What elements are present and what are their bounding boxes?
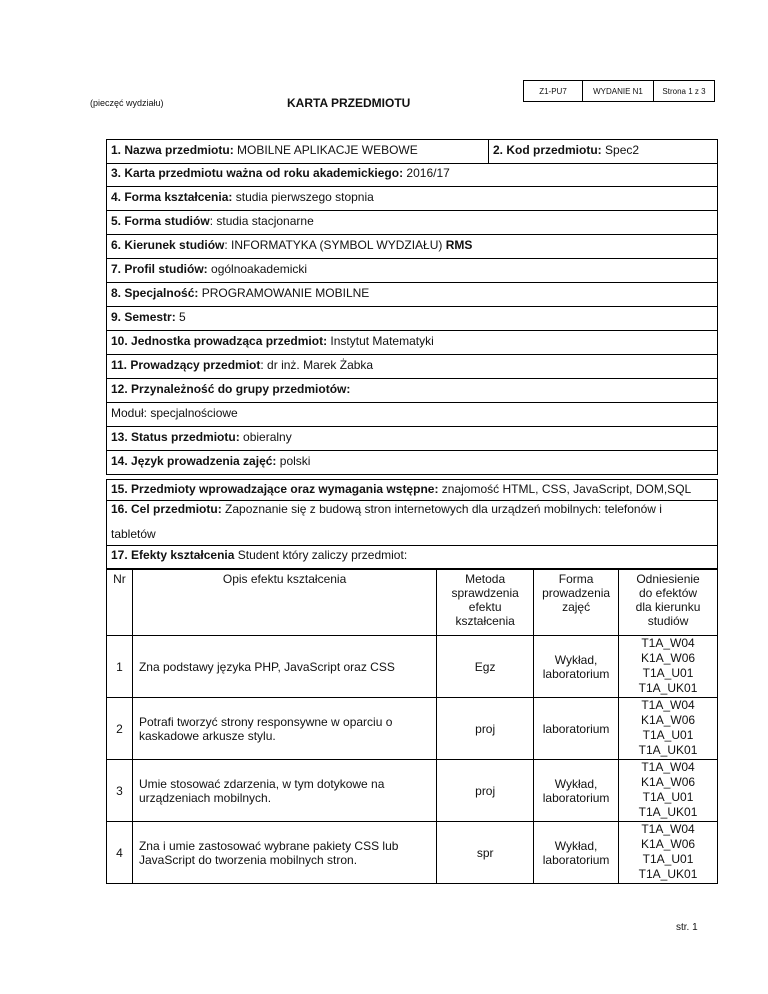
field-value: znajomość HTML, CSS, JavaScript, DOM,SQL bbox=[441, 482, 692, 496]
reference-code: K1A_W06 bbox=[641, 651, 696, 665]
course-name-field bbox=[106, 139, 489, 164]
specialization-field bbox=[106, 283, 718, 307]
study-form-field bbox=[106, 211, 718, 235]
field-label: 12. Przynależność do grupy przedmiotów: bbox=[111, 382, 351, 396]
row-form bbox=[534, 760, 619, 822]
page-of-pages: Strona 1 z 3 bbox=[654, 81, 715, 102]
reference-code: T1A_U01 bbox=[642, 666, 694, 680]
col-header-method bbox=[437, 570, 534, 636]
row-description bbox=[132, 636, 436, 698]
table-row bbox=[107, 636, 718, 698]
header-line: do efektów bbox=[639, 586, 698, 600]
row-reference bbox=[619, 760, 718, 822]
reference-code: T1A_W04 bbox=[641, 760, 695, 774]
field-value: MOBILNE APLIKACJE WEBOWE bbox=[237, 143, 418, 157]
row-form bbox=[534, 636, 619, 698]
field-label: 5. Forma studiów bbox=[111, 214, 210, 228]
field-of-study-field bbox=[106, 235, 718, 259]
header-line: Forma bbox=[558, 572, 594, 586]
row-description bbox=[132, 698, 436, 760]
row-method: proj bbox=[437, 698, 534, 760]
row-method: proj bbox=[437, 760, 534, 822]
field-value: : studia stacjonarne bbox=[209, 214, 314, 228]
field-value: : dr inż. Marek Żabka bbox=[260, 358, 374, 372]
row-reference bbox=[619, 698, 718, 760]
row-form bbox=[534, 822, 619, 884]
reference-code: T1A_UK01 bbox=[638, 805, 698, 819]
table-row bbox=[107, 760, 718, 822]
learning-outcomes-table bbox=[106, 569, 718, 884]
header-line: studiów bbox=[647, 614, 689, 628]
form-line: Wykład, bbox=[554, 776, 598, 791]
reference-code: K1A_W06 bbox=[641, 837, 696, 851]
header-line: sprawdzenia bbox=[451, 586, 519, 600]
row-method: spr bbox=[437, 822, 534, 884]
header-line: efektu bbox=[468, 600, 502, 614]
form-line: Wykład, bbox=[554, 838, 598, 853]
col-header-form bbox=[534, 570, 619, 636]
row-method: Egz bbox=[437, 636, 534, 698]
field-label: 13. Status przedmiotu: bbox=[111, 430, 240, 444]
table-header-row bbox=[107, 570, 718, 636]
lecturer-field bbox=[106, 355, 718, 379]
description-line: Potrafi tworzyć strony responsywne w oparciu o bbox=[138, 714, 393, 729]
field-value: PROGRAMOWANIE MOBILNE bbox=[201, 286, 370, 300]
header-line: Odniesienie bbox=[636, 572, 700, 586]
col-header-description: Opis efektu kształcenia bbox=[132, 570, 436, 636]
education-form-field bbox=[106, 187, 718, 211]
description-line: urządzeniach mobilnych. bbox=[138, 790, 272, 805]
description-line: Zna podstawy języka PHP, JavaScript oraz CSS bbox=[138, 659, 395, 674]
field-label: 4. Forma kształcenia: bbox=[111, 190, 233, 204]
reference-code: T1A_W04 bbox=[641, 822, 695, 836]
field-label: 7. Profil studiów: bbox=[111, 262, 208, 276]
col-header-reference bbox=[619, 570, 718, 636]
form-line: laboratorium bbox=[542, 721, 610, 736]
reference-code: K1A_W06 bbox=[641, 713, 696, 727]
page-title: KARTA PRZEDMIOTU bbox=[287, 96, 411, 110]
prerequisites-field bbox=[106, 479, 718, 501]
form-line: laboratorium bbox=[542, 790, 610, 805]
header-line: prowadzenia bbox=[542, 586, 611, 600]
row-nr: 4 bbox=[107, 822, 133, 884]
field-label: 3. Karta przedmiotu ważna od roku akademickiego: bbox=[111, 166, 404, 180]
field-label: 1. Nazwa przedmiotu: bbox=[111, 143, 234, 157]
description-line: JavaScript do tworzenia mobilnych stron. bbox=[138, 852, 358, 867]
reference-code: K1A_W06 bbox=[641, 775, 696, 789]
faculty-symbol: RMS bbox=[445, 238, 473, 252]
row-description bbox=[132, 760, 436, 822]
table-row bbox=[107, 698, 718, 760]
reference-code: T1A_U01 bbox=[642, 852, 694, 866]
course-group-field-value bbox=[106, 403, 718, 427]
field-label: 17. Efekty kształcenia bbox=[111, 548, 235, 562]
reference-code: T1A_UK01 bbox=[638, 867, 698, 881]
semester-field bbox=[106, 307, 718, 331]
row-nr: 1 bbox=[107, 636, 133, 698]
col-header-nr: Nr bbox=[107, 570, 133, 636]
faculty-stamp-label: (pieczęć wydziału) bbox=[90, 98, 164, 108]
header-line: zajęć bbox=[562, 600, 591, 614]
header-line: Metoda bbox=[465, 572, 506, 586]
field-label: 9. Semestr: bbox=[111, 310, 176, 324]
field-value: 2016/17 bbox=[406, 166, 450, 180]
field-value: Moduł: specjalnościowe bbox=[111, 406, 238, 420]
field-label: 2. Kod przedmiotu: bbox=[493, 143, 602, 157]
teaching-unit-field bbox=[106, 331, 718, 355]
reference-code: T1A_UK01 bbox=[638, 681, 698, 695]
page-number: str. 1 bbox=[676, 922, 698, 933]
field-value: : INFORMATYKA (SYMBOL WYDZIAŁU) bbox=[224, 238, 443, 252]
field-value: studia pierwszego stopnia bbox=[235, 190, 374, 204]
field-label: 8. Specjalność: bbox=[111, 286, 199, 300]
field-value: ogólnoakademicki bbox=[211, 262, 308, 276]
field-value: Spec2 bbox=[605, 143, 640, 157]
course-goal-field bbox=[106, 500, 718, 546]
field-value-continued: tabletów bbox=[111, 527, 156, 541]
reference-code: T1A_UK01 bbox=[638, 743, 698, 757]
reference-code: T1A_U01 bbox=[642, 728, 694, 742]
form-line: laboratorium bbox=[542, 852, 610, 867]
header-line: kształcenia bbox=[455, 614, 515, 628]
course-code-field bbox=[488, 139, 718, 164]
form-line: laboratorium bbox=[542, 666, 610, 681]
header-line: dla kierunku bbox=[635, 600, 701, 614]
learning-outcomes-field bbox=[106, 545, 718, 569]
table-row bbox=[107, 822, 718, 884]
row-description bbox=[132, 822, 436, 884]
field-value: Student który zaliczy przedmiot: bbox=[237, 548, 408, 562]
valid-from-field bbox=[106, 163, 718, 187]
reference-code: T1A_W04 bbox=[641, 698, 695, 712]
course-status-field bbox=[106, 427, 718, 451]
description-line: Zna i umie zastosować wybrane pakiety CSS lub bbox=[138, 838, 399, 853]
description-line: Umie stosować zdarzenia, w tym dotykowe na bbox=[138, 776, 385, 791]
field-value: 5 bbox=[179, 310, 186, 324]
reference-code: T1A_W04 bbox=[641, 636, 695, 650]
reference-code: T1A_U01 bbox=[642, 790, 694, 804]
row-reference bbox=[619, 636, 718, 698]
field-label: 11. Prowadzący przedmiot bbox=[111, 358, 261, 372]
row-reference bbox=[619, 822, 718, 884]
study-profile-field bbox=[106, 259, 718, 283]
language-field bbox=[106, 451, 718, 475]
field-value: polski bbox=[279, 454, 311, 468]
form-code: Z1-PU7 bbox=[524, 81, 583, 102]
field-value: Instytut Matematyki bbox=[330, 334, 434, 348]
field-label: 16. Cel przedmiotu: bbox=[111, 502, 222, 516]
description-line: kaskadowe arkusze stylu. bbox=[138, 728, 276, 743]
field-label: 14. Język prowadzenia zajęć: bbox=[111, 454, 277, 468]
field-label: 15. Przedmioty wprowadzające oraz wymagania wstępne: bbox=[111, 482, 439, 496]
field-value: Zapoznanie się z budową stron internetowych dla urządzeń mobilnych: telefonów i bbox=[225, 502, 662, 516]
field-value: obieralny bbox=[243, 430, 292, 444]
field-label: 6. Kierunek studiów bbox=[111, 238, 225, 252]
edition-code: WYDANIE N1 bbox=[583, 81, 654, 102]
row-nr: 3 bbox=[107, 760, 133, 822]
course-group-field-label bbox=[106, 379, 718, 403]
field-label: 10. Jednostka prowadząca przedmiot: bbox=[111, 334, 328, 348]
document-code-table bbox=[523, 80, 715, 102]
form-line: Wykład, bbox=[554, 652, 598, 667]
row-form bbox=[534, 698, 619, 760]
row-nr: 2 bbox=[107, 698, 133, 760]
